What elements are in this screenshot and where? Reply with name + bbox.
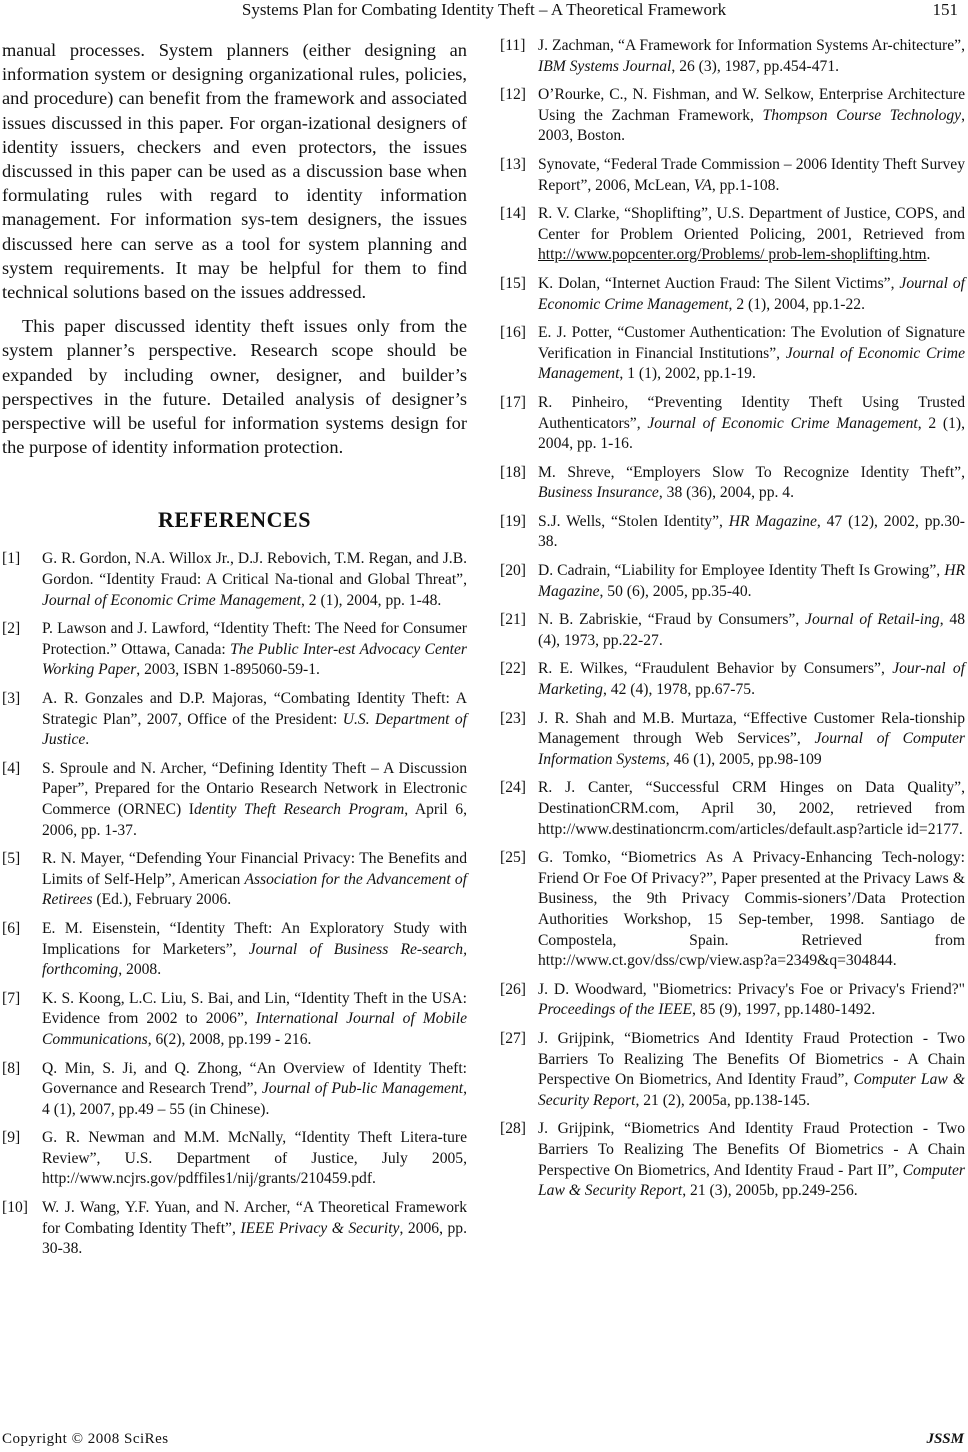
reference-entry	[500, 512, 965, 553]
reference-text	[538, 980, 965, 1021]
reference-number: [2]	[2, 620, 21, 638]
copyright-notice: Copyright © 2008 SciRes	[2, 1431, 169, 1447]
reference-authors-title: G. R. Gordon, N.A. Willox Jr., D.J. Rebovich, T.M. Regan, and J.B. Gordon. “Identity Fraud: A Critical Na-tional and Global Threat”,	[42, 550, 467, 589]
reference-entry	[500, 204, 965, 266]
reference-authors-title: E. J. Potter, “Customer Authentication: The Evolution of Signature Verification in Financial Institutions”,	[538, 324, 965, 362]
reference-text	[538, 274, 965, 315]
reference-text	[538, 463, 965, 504]
reference-number: [10]	[2, 1199, 28, 1217]
reference-entry	[500, 610, 965, 651]
reference-number: [4]	[2, 759, 21, 777]
reference-number: [15]	[500, 274, 526, 292]
reference-authors-title: R. N. Mayer, “Defending Your Financial Privacy: The Benefits and Limits of Self-Help”, American	[42, 850, 467, 888]
reference-number: [20]	[500, 562, 526, 580]
reference-number: [8]	[2, 1059, 21, 1077]
reference-entry	[2, 849, 467, 911]
reference-authors-title: J. Grijpink, “Biometrics And Identity Fraud Protection - Two Barriers To Realizing The Benefits Of Biometrics - A Chain Perspective On Biometrics, And Identity Fraud - Part II”,	[538, 1120, 965, 1179]
reference-entry	[500, 980, 965, 1021]
reference-authors-title: E. M. Eisenstein, “Identity Theft: An Exploratory Study with Implications for Marketers”,	[42, 919, 467, 958]
right-column	[500, 36, 965, 1210]
reference-details: , 48 (4), 1973, pp.22-27.	[538, 611, 965, 649]
reference-entry	[500, 709, 965, 771]
reference-details: , 2003, ISBN 1-895060-59-1.	[136, 661, 320, 679]
reference-authors-title: N. B. Zabriskie, “Fraud by Consumers”,	[538, 611, 806, 629]
reference-details: , 21 (2), 2005a, pp.138-145.	[635, 1091, 810, 1109]
references-heading: REFERENCES	[158, 507, 311, 533]
reference-text	[538, 36, 965, 77]
reference-entry	[500, 85, 965, 147]
reference-authors-title: Synovate, “Federal Trade Commission – 2006 Identity Theft Survey Report”, 2006, McLean,	[538, 155, 965, 194]
left-column	[2, 38, 467, 1268]
reference-text	[538, 848, 965, 972]
reference-entry	[500, 36, 965, 77]
reference-text	[42, 849, 467, 911]
reference-source: Computer Law & Security Report	[538, 1161, 965, 1200]
reference-text	[538, 512, 965, 553]
reference-authors-title: R. E. Wilkes, “Fraudulent Behavior by Consumers”,	[538, 660, 893, 678]
reference-authors-title: Q. Min, S. Ji, and Q. Zhong, “An Overview of Identity Theft: Governance and Research Trend”,	[42, 1059, 467, 1098]
reference-source: International Journal of Mobile Communications	[42, 1010, 467, 1048]
reference-number: [13]	[500, 155, 526, 173]
reference-authors-title: J. D. Woodward, "Biometrics: Privacy's Foe or Privacy's Friend?"	[538, 980, 965, 998]
reference-details: , 50 (6), 2005, pp.35-40.	[599, 582, 752, 600]
reference-list-left	[2, 549, 467, 1259]
reference-details: , 47 (12), 2002, pp.30-38.	[538, 512, 965, 551]
reference-source: Journal of Business Re-search, forthcoming	[42, 940, 467, 979]
reference-details: , 2003, Boston.	[538, 106, 965, 145]
body-paragraph: This paper discussed identity theft issues only from the system planner’s perspective. Research scope should be expanded by including owner, designer, and builder’s perspectives in the future. Detailed analysis of designer’s perspective will be useful for information systems design for the purpose of identity information protection.	[2, 316, 467, 458]
reference-source: Jour-nal of Marketing	[538, 660, 966, 699]
reference-number: [3]	[2, 690, 21, 708]
body-paragraph: manual processes. System planners (either designing an information system or designing organizational rules, policies, and procedure) can benefit from the framework and associated issues discussed in this paper. For organ-izational designers of identity issuers, checkers and even protectors, the issues discussed in this paper can be used as a discussion base when formulating rules with regard to identity information management. For information sys-tem designers, the issues discussed here can serve as a tool for system planning and system requirements. It may be helpful for them to find technical solutions based on the issues addressed.	[2, 40, 467, 303]
reference-number: [28]	[500, 1120, 526, 1138]
reference-details: , pp.1-108.	[711, 176, 780, 194]
reference-entry	[2, 989, 467, 1051]
reference-authors-title: P. Lawson and J. Lawford, “Identity Theft: The Need for Consumer Protection.” Ottawa, Canada:	[42, 620, 467, 658]
reference-details: , 46 (1), 2005, pp.98-109	[665, 750, 822, 768]
reference-source: U.S. Department of Justice	[42, 710, 467, 749]
reference-entry	[500, 848, 965, 972]
reference-authors-title: S. Sproule and N. Archer, “Defining Identity Theft – A Discussion Paper”, Prepared for the Ontario Research Network in Electronic Commerce (ORNEC) I	[42, 759, 467, 818]
reference-entry	[500, 155, 965, 196]
reference-number: [9]	[2, 1129, 21, 1147]
reference-text	[42, 1128, 467, 1190]
reference-authors-title: G. R. Newman and M.M. McNally, “Identity Theft Litera-ture Review”, U.S. Department of Justice, July 2005, http://www.ncjrs.gov/pdffiles1/nij/grants/210459.pdf.	[42, 1129, 467, 1188]
reference-text	[538, 85, 965, 147]
reference-details: , 2 (1), 2004, pp.1-22.	[728, 295, 865, 313]
reference-entry	[2, 1059, 467, 1121]
reference-entry	[2, 549, 467, 611]
reference-source: Journal of Economic Crime Management	[538, 274, 965, 313]
reference-authors-title: R. Pinheiro, “Preventing Identity Theft Using Trusted Authenticators”,	[538, 393, 965, 432]
reference-number: [24]	[500, 779, 526, 797]
reference-number: [17]	[500, 393, 526, 411]
reference-authors-title: M. Shreve, “Employers Slow To Recognize Identity Theft”,	[538, 463, 965, 481]
reference-entry	[2, 689, 467, 751]
reference-entry	[500, 463, 965, 504]
reference-number: [5]	[2, 850, 21, 868]
reference-number: [26]	[500, 980, 526, 998]
reference-entry	[500, 659, 965, 700]
reference-number: [16]	[500, 324, 526, 342]
reference-source: Journal of Computer Information Systems	[538, 730, 966, 768]
reference-source: Association for the Advancement of Retirees	[42, 870, 467, 909]
reference-authors-title: D. Cadrain, “Liability for Employee Identity Theft Is Growing”,	[538, 562, 945, 580]
reference-link[interactable]: http://www.popcenter.org/Problems/ prob-lem-shoplifting.htm	[538, 246, 927, 264]
reference-number: [25]	[500, 849, 526, 867]
reference-text	[538, 659, 965, 700]
reference-source: Journal of Economic Crime Management	[647, 414, 918, 432]
reference-details: , 1 (1), 2002, pp.1-19.	[619, 365, 756, 383]
reference-details: , April 6, 2006, pp. 1-37.	[42, 800, 467, 839]
reference-authors-title: J. Grijpink, “Biometrics And Identity Fraud Protection - Two Barriers To Realizing The Benefits Of Biometrics - A Chain Perspective On Biometrics, And Identity Fraud”,	[538, 1029, 965, 1089]
running-title: Systems Plan for Combating Identity Theft – A Theoretical Framework	[241, 0, 727, 19]
reference-number: [27]	[500, 1029, 526, 1047]
reference-authors-title: K. Dolan, “Internet Auction Fraud: The Silent Victims”,	[538, 274, 900, 292]
reference-details: .	[85, 731, 90, 749]
reference-text	[538, 778, 965, 840]
reference-details: (Ed.), February 2006.	[92, 891, 232, 909]
reference-number: [7]	[2, 989, 21, 1007]
reference-number: [11]	[500, 37, 526, 54]
reference-text	[42, 919, 467, 981]
reference-entry	[500, 323, 965, 385]
reference-details: , 2 (1), 2004, pp. 1-48.	[300, 591, 442, 609]
reference-entry	[2, 619, 467, 681]
reference-details: , 21 (3), 2005b, pp.249-256.	[682, 1182, 858, 1200]
reference-details: , 4 (1), 2007, pp.49 – 55 (in Chinese).	[42, 1080, 467, 1118]
reference-text	[538, 204, 965, 266]
reference-authors-title: O’Rourke, C., N. Fishman, and W. Selkow, Enterprise Architecture Using the Zachman Framework,	[538, 86, 965, 124]
reference-text	[538, 393, 965, 455]
reference-text	[538, 1119, 965, 1201]
reference-details: , 38 (36), 2004, pp. 4.	[658, 484, 794, 502]
reference-entry	[2, 1128, 467, 1190]
page-header	[0, 0, 968, 24]
reference-text	[538, 155, 965, 196]
reference-source: VA	[693, 176, 712, 194]
reference-text	[42, 759, 467, 841]
reference-source: IEEE Privacy & Security	[240, 1219, 400, 1237]
reference-source: Proceedings of the IEEE	[538, 1001, 693, 1019]
reference-entry	[2, 1198, 467, 1260]
reference-source: IBM Systems Journal	[538, 57, 672, 75]
reference-details: , 2008.	[118, 961, 162, 979]
reference-text	[42, 989, 467, 1051]
reference-authors-title: G. Tomko, “Biometrics As A Privacy-Enhancing Tech-nology: Friend Or Foe Of Privacy?”, Paper presented at the Privacy Laws & Business, the 9th Privacy Commis-sioners’/Data Protection Authorities Workshop, 15 Sep-tember, 1998. Santiago de Compostela, Spain. Retrieved from http://www.ct.gov/dss/cwp/view.asp?a=2349&q=304844.	[538, 849, 965, 970]
reference-number: [22]	[500, 660, 526, 678]
reference-authors-title: S.J. Wells, “Stolen Identity”,	[538, 512, 729, 530]
reference-source: dentity Theft Research Program	[193, 800, 405, 818]
reference-text	[42, 549, 467, 611]
reference-source: HR Magazine	[728, 512, 817, 530]
reference-text	[42, 1198, 467, 1260]
reference-details: , 2006, pp. 30-38.	[42, 1219, 467, 1258]
reference-number: [21]	[500, 611, 526, 629]
reference-authors-title: J. Zachman, “A Framework for Information Systems Ar-chitecture”,	[538, 37, 965, 54]
reference-authors-title: R. J. Canter, “Successful CRM Hinges on Data Quality”, DestinationCRM.com, April 30, 2002, retrieved from http://www.destinationcrm.com/articles/default.asp?article id=2177.	[538, 779, 965, 838]
reference-text	[42, 619, 467, 681]
reference-text	[538, 1029, 965, 1111]
reference-entry	[500, 274, 965, 315]
reference-number: [18]	[500, 463, 526, 481]
reference-text	[538, 323, 965, 385]
reference-authors-title: K. S. Koong, L.C. Liu, S. Bai, and Lin, “Identity Theft in the USA: Evidence from 2002 to 2006”,	[42, 989, 467, 1028]
reference-text	[538, 561, 965, 602]
reference-authors-title: W. J. Wang, Y.F. Yuan, and N. Archer, “A Theoretical Framework for Combating Identity Theft”,	[42, 1199, 467, 1237]
reference-number: [19]	[500, 512, 526, 530]
reference-details: .	[926, 246, 931, 264]
reference-number: [6]	[2, 919, 21, 937]
reference-details: , 26 (3), 1987, pp.454-471.	[671, 57, 840, 75]
journal-abbreviation: JSSM	[926, 1431, 964, 1447]
reference-authors-title: J. R. Shah and M.B. Murtaza, “Effective Customer Rela-tionship Management through Web Services”,	[538, 709, 965, 748]
reference-entry	[500, 778, 965, 840]
reference-source: Journal of Economic Crime Management	[42, 591, 301, 609]
reference-authors-title: A. R. Gonzales and D.P. Majoras, “Combating Identity Theft: A Strategic Plan”, 2007, Office of the President:	[42, 690, 467, 728]
reference-entry	[500, 1119, 965, 1201]
reference-entry	[500, 393, 965, 455]
reference-authors-title: R. V. Clarke, “Shoplifting”, U.S. Department of Justice, COPS, and Center for Problem Oriented Policing, 2001, Retrieved from	[538, 205, 965, 243]
reference-source: Journal of Pub-lic Management	[261, 1080, 464, 1098]
reference-source: Computer Law & Security Report	[538, 1071, 965, 1109]
reference-details: , 85 (9), 1997, pp.1480-1492.	[692, 1001, 876, 1019]
reference-text	[538, 709, 965, 771]
reference-entry	[2, 919, 467, 981]
reference-list-right	[500, 36, 965, 1202]
reference-source: Business Insurance	[538, 484, 659, 502]
reference-entry	[500, 561, 965, 602]
reference-source: Journal of Economic Crime Management	[538, 344, 965, 383]
reference-entry	[2, 759, 467, 841]
page-footer	[0, 1428, 968, 1452]
reference-source: Thompson Course Technology	[762, 106, 962, 124]
reference-number: [14]	[500, 205, 526, 223]
reference-details: , 42 (4), 1978, pp.67-75.	[602, 681, 755, 699]
reference-text	[538, 610, 965, 651]
reference-details: , 6(2), 2008, pp.199 - 216.	[147, 1030, 312, 1048]
reference-entry	[500, 1029, 965, 1111]
reference-text	[42, 1059, 467, 1121]
reference-number: [23]	[500, 709, 526, 727]
reference-details: , 2 (1), 2004, pp. 1-16.	[538, 414, 965, 453]
reference-number: [1]	[2, 550, 21, 568]
page-number: 151	[932, 0, 958, 19]
reference-source: The Public Inter-est Advocacy Center Working Paper	[42, 640, 467, 679]
reference-source: Journal of Retail-ing	[805, 611, 940, 629]
reference-text	[42, 689, 467, 751]
reference-source: HR Magazine	[538, 562, 965, 600]
reference-number: [12]	[500, 86, 526, 104]
